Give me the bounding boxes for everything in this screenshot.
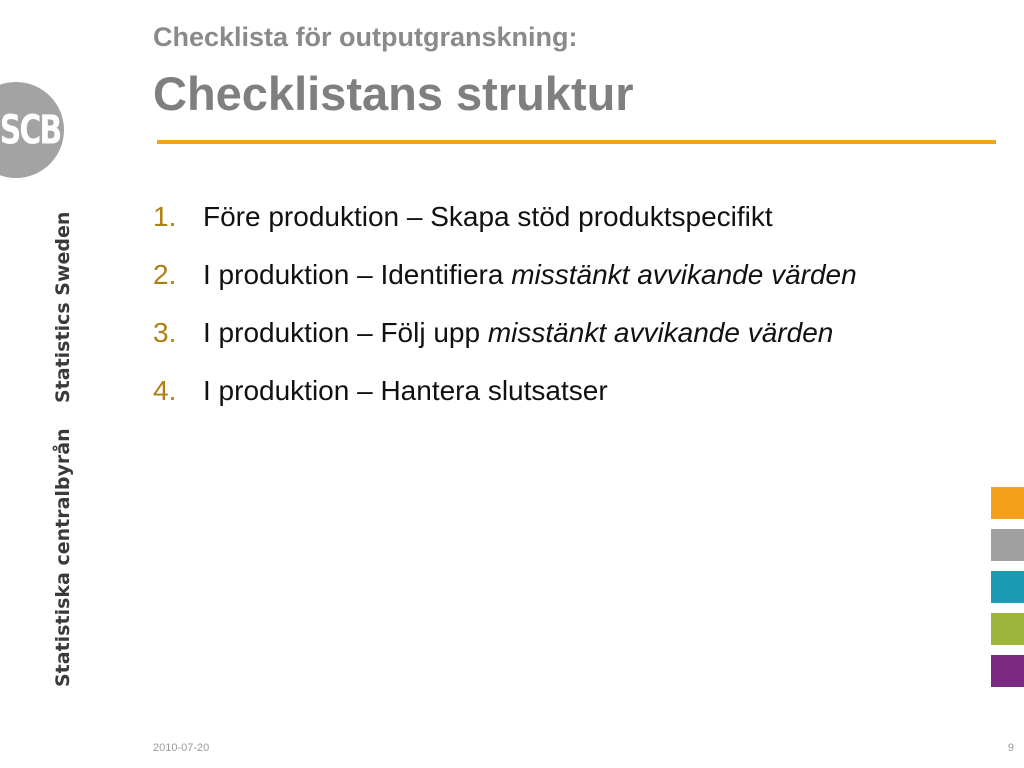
list-item-number: 3. bbox=[153, 317, 177, 348]
slide-subtitle: Checklista för outputgranskning: bbox=[153, 22, 578, 52]
list-item-emphasis: misstänkt avvikande värden bbox=[511, 259, 857, 290]
swatch-green bbox=[991, 613, 1024, 645]
footer-date: 2010-07-20 bbox=[153, 742, 210, 754]
list-item-text: I produktion – Hantera slutsatser bbox=[203, 375, 608, 406]
list-item-text: I produktion – Identifiera bbox=[203, 259, 512, 290]
org-name-swedish: Statistiska centralbyrån bbox=[52, 428, 74, 687]
list-item bbox=[153, 196, 1023, 254]
list-item bbox=[153, 370, 1023, 428]
swatch-purple bbox=[991, 655, 1024, 687]
list-item-emphasis: misstänkt avvikande värden bbox=[487, 317, 834, 348]
list-item-number: 2. bbox=[153, 259, 177, 290]
page-number: 9 bbox=[1007, 742, 1014, 754]
structure-list bbox=[153, 196, 1023, 428]
list-item-text: Före produktion – Skapa stöd produktspecifikt bbox=[203, 201, 773, 232]
swatch-gray bbox=[991, 529, 1024, 561]
scb-logo-text: SCB bbox=[0, 106, 61, 154]
swatch-orange bbox=[991, 487, 1024, 519]
color-swatch-strip bbox=[991, 487, 1024, 697]
scb-logo bbox=[0, 82, 64, 178]
slide-title: Checklistans struktur bbox=[153, 67, 634, 120]
list-item-number: 1. bbox=[153, 201, 177, 232]
list-item bbox=[153, 312, 1023, 370]
list-item-number: 4. bbox=[153, 375, 177, 406]
list-item bbox=[153, 254, 1023, 312]
title-underline bbox=[157, 140, 996, 144]
list-item-text: I produktion – Följ upp bbox=[203, 317, 488, 348]
swatch-teal bbox=[991, 571, 1024, 603]
org-name-english: Statistics Sweden bbox=[52, 211, 74, 403]
